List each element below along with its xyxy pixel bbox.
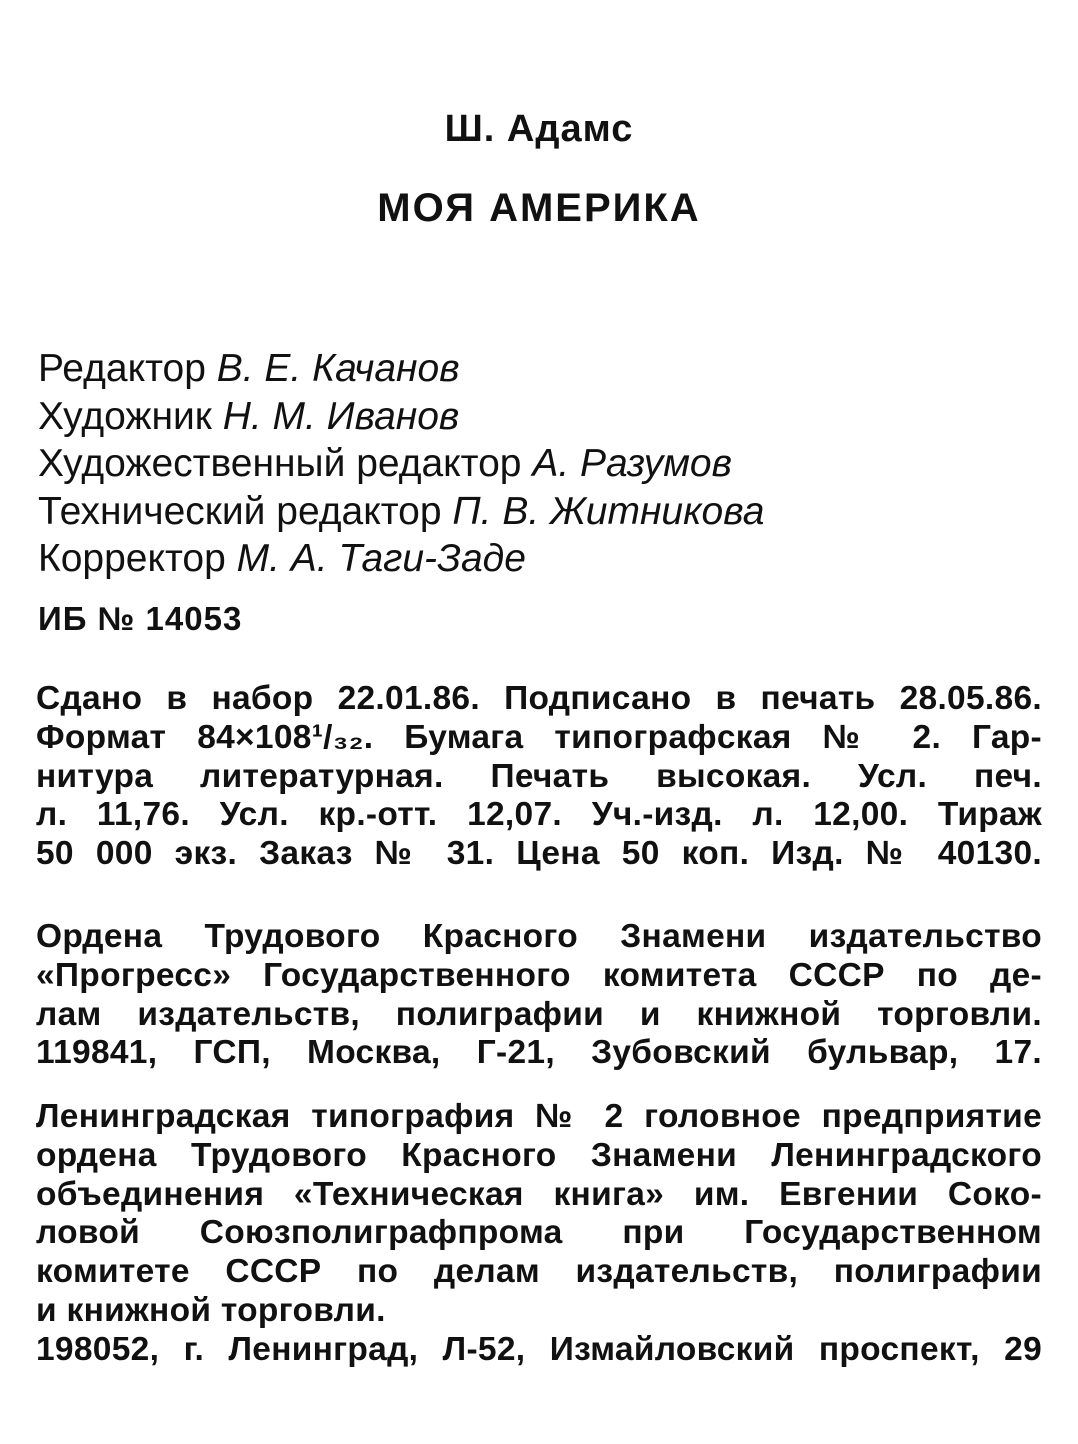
printer-line: и книжной торговли. <box>36 1291 386 1329</box>
printer-line: ордена Трудового Красного Знамени Ленинградского <box>36 1136 1042 1174</box>
print-details-line: Сдано в набор 22.01.86. Подписано в печать 28.05.86. <box>36 680 1042 717</box>
printer-line: объединения «Техническая книга» им. Евгении Соко- <box>36 1175 1042 1213</box>
credit-technical-editor <box>38 488 1048 536</box>
publisher-line: лам издательств, полиграфии и книжной торговли. <box>36 995 1042 1033</box>
print-details-paragraph <box>36 680 1042 874</box>
credit-person: П. В. Житникова <box>452 489 765 533</box>
printer-line: Ленинградская типография № 2 головное предприятие <box>36 1098 1042 1135</box>
credit-role: Корректор <box>38 537 226 580</box>
ib-number: ИБ № 14053 <box>38 600 243 637</box>
print-details-line: Формат 84×108¹/₃₂. Бумага типографская № 2. Гар- <box>36 718 1042 756</box>
publisher-line: Ордена Трудового Красного Знамени издательство <box>36 918 1042 955</box>
credit-role: Редактор <box>38 347 206 390</box>
credit-role: Технический редактор <box>38 489 442 533</box>
publisher-paragraph <box>36 918 1042 1073</box>
credits-list <box>38 345 1048 583</box>
credit-person: М. А. Таги-Заде <box>236 537 526 580</box>
credit-role: Художник <box>38 394 212 438</box>
credit-editor <box>38 345 1048 393</box>
credit-artist <box>38 393 1048 441</box>
printer-address-line: 198052, г. Ленинград, Л-52, Измайловский проспект, 29 <box>36 1330 1042 1368</box>
credit-person: А. Разумов <box>532 442 732 485</box>
credit-role: Художественный редактор <box>38 442 522 485</box>
printer-line: комитете СССР по делам издательств, полиграфии <box>36 1253 1042 1291</box>
print-details-line: 50 000 экз. Заказ № 31. Цена 50 коп. Изд. № 40130. <box>36 835 1042 873</box>
printer-line: ловой Союзполиграфпрома при Государственном <box>36 1214 1042 1252</box>
printer-paragraph <box>36 1098 1042 1370</box>
publisher-line: 119841, ГСП, Москва, Г-21, Зубовский бульвар, 17. <box>36 1034 1042 1072</box>
author-name: Ш. Адамс <box>444 108 634 150</box>
print-details-line: нитура литературная. Печать высокая. Усл. печ. <box>36 757 1042 795</box>
credit-art-editor <box>38 440 1048 488</box>
credit-person: В. Е. Качанов <box>216 347 460 390</box>
publisher-line: «Прогресс» Государственного комитета СССР по де- <box>36 956 1042 994</box>
book-title: МОЯ АМЕРИКА <box>377 186 701 230</box>
credit-person: Н. М. Иванов <box>222 394 460 438</box>
credit-proofreader <box>38 535 1048 583</box>
print-details-line: л. 11,76. Усл. кр.-отт. 12,07. Уч.-изд. л. 12,00. Тираж <box>36 796 1042 834</box>
